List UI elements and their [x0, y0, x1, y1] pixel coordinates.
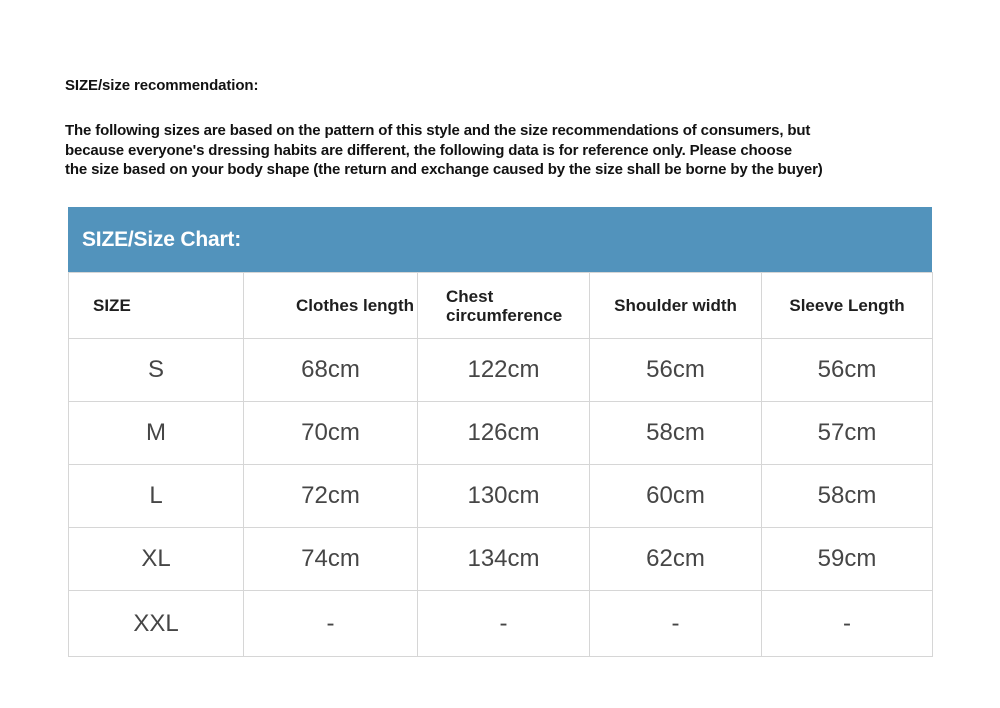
- cell-size-label: L: [69, 465, 244, 528]
- size-chart-banner: [68, 207, 932, 272]
- cell-clothes-length: 68cm: [244, 339, 418, 402]
- cell-sleeve-length: 57cm: [762, 402, 933, 465]
- cell-chest-circumference: 122cm: [418, 339, 590, 402]
- size-chart-banner-label: SIZE/Size Chart:: [82, 227, 241, 251]
- column-header-size: SIZE: [69, 273, 244, 339]
- cell-size-label: XL: [69, 528, 244, 591]
- cell-shoulder-width: 58cm: [590, 402, 762, 465]
- cell-sleeve-length: -: [762, 591, 933, 657]
- cell-sleeve-length: 59cm: [762, 528, 933, 591]
- disclaimer-line-2: because everyone's dressing habits are different, the following data is for reference only. Please choose: [65, 141, 792, 159]
- size-chart-table: [68, 272, 933, 657]
- table-row-xxl: [69, 591, 933, 657]
- size-disclaimer-text: [65, 121, 823, 180]
- column-header-sleeve-length: Sleeve Length: [762, 273, 933, 339]
- table-row-l: [69, 465, 933, 528]
- cell-chest-circumference: -: [418, 591, 590, 657]
- column-header-clothes-length: Clothes length: [244, 273, 418, 339]
- cell-clothes-length: 70cm: [244, 402, 418, 465]
- cell-size-label: M: [69, 402, 244, 465]
- table-header-row: [69, 273, 933, 339]
- table-row-xl: [69, 528, 933, 591]
- cell-clothes-length: 74cm: [244, 528, 418, 591]
- table-row-s: [69, 339, 933, 402]
- column-header-shoulder-width: Shoulder width: [590, 273, 762, 339]
- cell-chest-circumference: 134cm: [418, 528, 590, 591]
- disclaimer-line-1: The following sizes are based on the pattern of this style and the size recommendations of consumers, but: [65, 122, 811, 139]
- cell-clothes-length: 72cm: [244, 465, 418, 528]
- cell-shoulder-width: 62cm: [590, 528, 762, 591]
- column-header-chest-circumference: Chest circumference: [418, 273, 590, 339]
- size-recommendation-title: SIZE/size recommendation:: [65, 77, 259, 94]
- cell-chest-circumference: 126cm: [418, 402, 590, 465]
- cell-sleeve-length: 56cm: [762, 339, 933, 402]
- cell-shoulder-width: 60cm: [590, 465, 762, 528]
- cell-shoulder-width: 56cm: [590, 339, 762, 402]
- table-row-m: [69, 402, 933, 465]
- cell-chest-circumference: 130cm: [418, 465, 590, 528]
- disclaimer-line-3: the size based on your body shape (the return and exchange caused by the size shall be borne by the buyer): [65, 161, 823, 178]
- cell-clothes-length: -: [244, 591, 418, 657]
- cell-size-label: XXL: [69, 591, 244, 657]
- cell-sleeve-length: 58cm: [762, 465, 933, 528]
- cell-shoulder-width: -: [590, 591, 762, 657]
- cell-size-label: S: [69, 339, 244, 402]
